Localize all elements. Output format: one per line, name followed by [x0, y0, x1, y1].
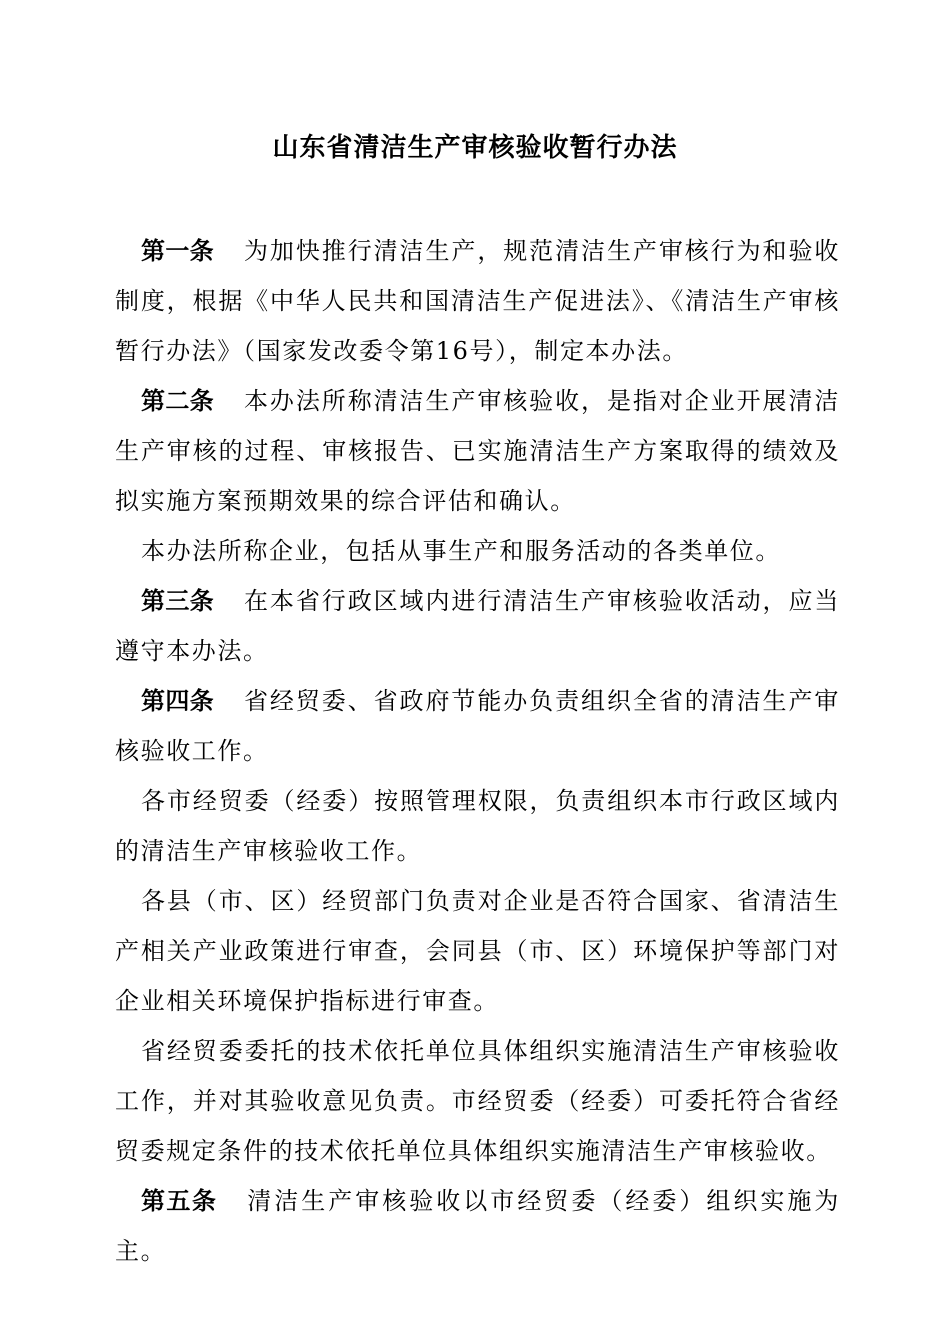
- paragraph-article-1: [115, 226, 840, 376]
- document-body: [115, 226, 840, 1276]
- paragraph-text: 各市经贸委（经委）按照管理权限，负责组织本市行政区域内的清洁生产审核验收工作。: [115, 787, 840, 865]
- paragraph-text: 清洁生产审核验收以市经贸委（经委）组织实施为主。: [115, 1187, 841, 1265]
- paragraph-text: 为加快推行清洁生产，规范清洁生产审核行为和验收制度，根据《中华人民共和国清洁生产促进法》、《清洁生产审核暂行办法》（国家发改委令第16号），制定本办法。: [115, 237, 840, 365]
- article-label: 第三条: [141, 587, 214, 615]
- paragraph-article-4-county: [115, 876, 840, 1026]
- paragraph-article-5: [115, 1176, 840, 1276]
- paragraph-article-2-note: [115, 526, 840, 576]
- paragraph-article-4-city: [115, 776, 840, 876]
- paragraph-text: 在本省行政区域内进行清洁生产审核验收活动，应当遵守本办法。: [115, 587, 840, 665]
- paragraph-article-3: [115, 576, 840, 676]
- article-label: 第四条: [141, 687, 214, 715]
- paragraph-text: 省经贸委委托的技术依托单位具体组织实施清洁生产审核验收工作，并对其验收意见负责。市经贸委（经委）可委托符合省经贸委规定条件的技术依托单位具体组织实施清洁生产审核验收。: [115, 1037, 840, 1165]
- article-label: 第五条: [141, 1187, 218, 1215]
- paragraph-text: 省经贸委、省政府节能办负责组织全省的清洁生产审核验收工作。: [115, 687, 840, 765]
- paragraph-article-2: [115, 376, 840, 526]
- document-title: 山东省清洁生产审核验收暂行办法: [272, 133, 678, 163]
- paragraph-article-4-delegation: [115, 1026, 840, 1176]
- article-label: 第一条: [141, 237, 214, 265]
- paragraph-text: 本办法所称清洁生产审核验收，是指对企业开展清洁生产审核的过程、审核报告、已实施清洁生产方案取得的绩效及拟实施方案预期效果的综合评估和确认。: [115, 387, 840, 515]
- paragraph-text: 各县（市、区）经贸部门负责对企业是否符合国家、省清洁生产相关产业政策进行审查，会同县（市、区）环境保护等部门对企业相关环境保护指标进行审查。: [115, 887, 840, 1015]
- article-label: 第二条: [141, 387, 214, 415]
- paragraph-article-4: [115, 676, 840, 776]
- paragraph-text: 本办法所称企业，包括从事生产和服务活动的各类单位。: [141, 537, 781, 565]
